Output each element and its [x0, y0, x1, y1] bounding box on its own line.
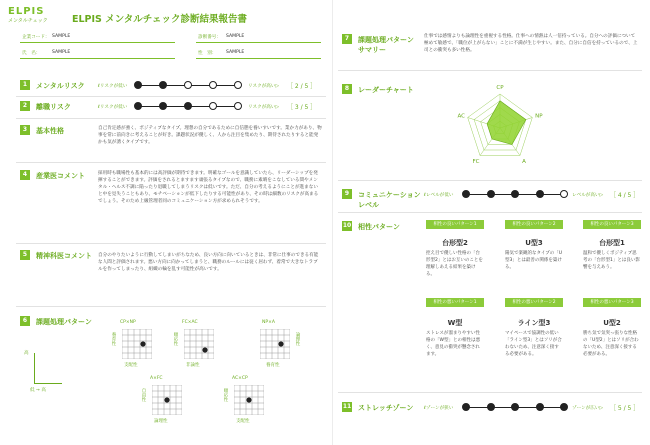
task-summary-text: 仕事では感情よりも論理性を重視する性格。仕事への情熱は人一倍持っている。自分への評価について極めて敏感で、「職位が上がらない」ことに不満が生じやすい。また、自分に自信を持っているので、上司との衝突も多い性格。	[424, 34, 638, 53]
bad-match-tag: 相性の悪いパターン2	[505, 298, 563, 307]
good-match-tag: 相性の良いパターン1	[426, 220, 484, 229]
scale-dot	[536, 403, 544, 411]
section-number: 8	[342, 84, 352, 94]
section-number: 7	[342, 34, 352, 44]
bad-match-desc: 勝ち気で気突っ張りな性格の「U型2」とはソリが合わないため、注意深く接する必要がある。	[583, 331, 639, 357]
scale-dot	[209, 102, 217, 110]
section-title: 課題処理パターン	[358, 36, 414, 44]
scale-dot	[184, 81, 192, 89]
scale-dot	[159, 102, 167, 110]
good-match-name: 台形型1	[599, 239, 625, 247]
section-title: メンタルリスク	[36, 82, 85, 90]
scale-dot	[184, 102, 192, 110]
section-title: 離職リスク	[36, 103, 71, 111]
basic-personality-text: 自己肯定感が強く、ポジティブなタイプ。理想の自分であるために自信態を養いすいです。業か力があり、物事を常に前向きに考えることが好き。課題状況が優しく、人から注目を集めたり、期待されたりすると能発かも気が湧くタイプです。	[98, 126, 322, 145]
radar-chart	[440, 78, 560, 178]
good-match-name: 台形型2	[442, 239, 468, 247]
scale-left-label: ℓリスクが低い	[98, 84, 128, 89]
axis-legend	[24, 350, 64, 395]
grid-title: FC×AC	[182, 320, 198, 325]
pattern-grid-ac-cp	[222, 376, 272, 424]
pattern-grid-svg	[122, 329, 152, 359]
bad-match-name: ライン型3	[517, 319, 551, 327]
psychiatrist-text: 自分のやりたいように行動してしまいがちなため、良い方向に向いているときは、非常に仕事のできる有能な人間と評価されます。悪い方向に向かってしまうと、職務のルールには従く居わず、着常で大きなトラブルを作ってしまったり、組織の輪を乱す可能性が高いです。	[98, 253, 319, 272]
scale-dot	[159, 81, 167, 89]
divider	[16, 243, 326, 244]
pattern-grid-a-fc	[140, 376, 190, 424]
stretch-zone-level	[462, 402, 568, 412]
legend-high: 高	[24, 351, 29, 356]
grid-marker	[140, 341, 145, 346]
pattern-grid-cp-np	[110, 320, 160, 368]
page-title: ELPIS メンタルチェック診断結果報告書	[72, 14, 248, 25]
scale-dot	[536, 190, 544, 198]
score-text: ［ 3 / 5 ］	[287, 104, 317, 111]
exam-no-label: 診断番号：	[198, 35, 221, 40]
pattern-grid-fc-ac	[172, 320, 222, 368]
scale-right-label: リスクが高い▷	[248, 105, 280, 110]
section-number: 3	[20, 125, 30, 135]
bad-match-tag: 相性の悪いパターン3	[583, 298, 641, 307]
occupational-doctor-text: 採用時も職場性も基本的には高評価が期待できます。明確なゴールを意識していたら、リーダーシップを発揮することができます。評価をされるとますます頑張るタイプなので、職務に素晴をこなしている間やメンタル・ヘルス不調に陥ったり退職してしまうリスクは低いです。ただ、自分の考えるようにことが進まないと中を見失うこともあり、モチベーションが低下したりする可能性があり、その時は細数のリスクが高まるでしょう。そのため上級管理者同のコミュニケーション方が求められそうです。	[98, 171, 319, 204]
good-match-tag: 相性の良いパターン2	[505, 220, 563, 229]
section-title-line2: レベル	[358, 201, 379, 209]
pattern-grid-svg	[184, 329, 214, 359]
scale-dot	[234, 102, 242, 110]
pattern-grid-np-a	[252, 320, 302, 368]
grid-vlabel: 順応性	[223, 388, 228, 402]
exam-no-underline	[196, 42, 321, 43]
grid-marker	[246, 397, 251, 402]
bad-match-desc: ストレスが溜まりやすい性格の「W型」との相性は悪く、意見の衝突が懸念されます。	[426, 331, 480, 357]
divider	[16, 162, 326, 163]
bad-match-tag: 相性の悪いパターン1	[426, 298, 484, 307]
grid-title: CP×NP	[120, 320, 136, 325]
section-number: 1	[20, 80, 30, 90]
section-title: 精神科医コメント	[36, 252, 92, 260]
divider	[16, 96, 326, 97]
divider	[16, 118, 326, 119]
section-title: レーダーチャート	[358, 86, 414, 94]
grid-vlabel: 論理性	[295, 332, 300, 346]
radar-axis-label: A	[522, 159, 526, 166]
grid-hlabel: 養育性	[266, 363, 280, 368]
company-code-underline	[20, 42, 175, 43]
company-code-label: 企業コード：	[22, 35, 50, 40]
radar-axis-label: FC	[472, 159, 480, 166]
divider	[338, 212, 642, 213]
scale-dot	[134, 102, 142, 110]
scale-right-label: リスクが高い▷	[248, 84, 280, 89]
pattern-grid-svg	[260, 329, 290, 359]
divider	[338, 70, 642, 71]
pattern-grid-svg	[234, 385, 264, 415]
gender-label: 性 別：	[198, 51, 217, 56]
good-match-desc: 温和で優しくポジティブ思考の「台形型1」とは良い影響を与えあう。	[583, 251, 640, 270]
good-match-desc: 陽気で楽観的なタイプの「U型3」とは最善の関係を築ける。	[505, 251, 563, 270]
name-underline	[20, 58, 175, 59]
grid-hlabel: 非論性	[186, 363, 200, 368]
scale-dot	[234, 81, 242, 89]
page-gutter	[332, 0, 333, 445]
section-title: 課題処理パターン	[36, 318, 92, 326]
exam-no-value: SAMPLE	[226, 34, 245, 39]
section-number: 10	[342, 222, 352, 229]
good-match-name: U型3	[525, 239, 543, 247]
grid-marker	[202, 347, 207, 352]
score-text: ［ 2 / 5 ］	[287, 83, 317, 90]
grid-marker	[278, 341, 283, 346]
mental-risk-level	[134, 80, 242, 90]
logo-text: ELPIS	[8, 6, 45, 17]
scale-right-label: ゾーンが広い▷	[572, 406, 604, 411]
scale-dot	[462, 403, 470, 411]
gender-value: SAMPLE	[226, 50, 245, 55]
radar-axis-label: CP	[496, 85, 504, 92]
section-number: 2	[20, 101, 30, 111]
radar-axis-label: AC	[457, 113, 465, 120]
grid-vlabel: 順応性	[173, 332, 178, 346]
section-title-line2: サマリー	[358, 46, 386, 54]
gender-underline	[196, 58, 321, 59]
scale-dot	[209, 81, 217, 89]
scale-dot	[560, 403, 568, 411]
divider	[338, 180, 642, 181]
scale-dot	[511, 403, 519, 411]
divider	[16, 306, 326, 307]
scale-dot	[487, 403, 495, 411]
grid-title: A×FC	[150, 376, 163, 381]
scale-left-label: ℓレベルが低い	[424, 193, 454, 198]
grid-vlabel: 自由性	[141, 388, 146, 402]
section-number: 6	[20, 316, 30, 326]
legend-low-high: 低 → 高	[30, 388, 46, 393]
section-number: 11	[342, 403, 352, 410]
good-match-desc: 控え目で優しい性格の「台形型2」とはお互いのことを理解しあえる結果を築ける。	[426, 251, 483, 277]
logo	[8, 6, 48, 24]
grid-hlabel: 論理性	[154, 419, 168, 424]
section-number: 4	[20, 170, 30, 180]
section-title: 相性パターン	[358, 223, 400, 231]
pattern-grid-svg	[152, 385, 182, 415]
scale-dot	[511, 190, 519, 198]
divider	[338, 392, 642, 393]
bad-match-desc: マイペースで協調性の低い「ライン型3」とはソリが合わないため、注意深く接する必要がある。	[505, 331, 562, 357]
score-text: ［ 4 / 5 ］	[610, 192, 640, 199]
grid-marker	[164, 397, 169, 402]
score-text: ［ 5 / 5 ］	[610, 405, 640, 412]
scale-right-label: レベルが高い▷	[572, 193, 604, 198]
section-number: 5	[20, 250, 30, 260]
section-title: ストレッチゾーン	[358, 404, 414, 412]
section-title: コミュニケーション	[358, 191, 421, 199]
scale-dot	[462, 190, 470, 198]
grid-hlabel: 支配性	[124, 363, 138, 368]
scale-dot	[487, 190, 495, 198]
section-title: 基本性格	[36, 127, 64, 135]
scale-dot	[560, 190, 568, 198]
turnover-risk-level	[134, 101, 242, 111]
company-code-value: SAMPLE	[52, 34, 71, 39]
grid-hlabel: 支配性	[236, 419, 250, 424]
name-value: SAMPLE	[52, 50, 71, 55]
section-number: 9	[342, 189, 352, 199]
grid-vlabel: 養育性	[111, 332, 116, 346]
name-label: 氏 名：	[22, 51, 41, 56]
scale-left-label: ℓリスクが低い	[98, 105, 128, 110]
communication-level	[462, 189, 568, 199]
scale-dot	[134, 81, 142, 89]
logo-subtext: メンタルチェック	[8, 18, 48, 24]
bad-match-name: U型2	[603, 319, 621, 327]
radar-axis-label: NP	[535, 113, 543, 120]
grid-title: AC×CP	[232, 376, 248, 381]
section-title: 産業医コメント	[36, 172, 85, 180]
good-match-tag: 相性の良いパターン3	[583, 220, 641, 229]
scale-left-label: ℓゾーンが狭い	[424, 406, 454, 411]
grid-title: NP×A	[262, 320, 275, 325]
bad-match-name: W型	[447, 319, 463, 327]
